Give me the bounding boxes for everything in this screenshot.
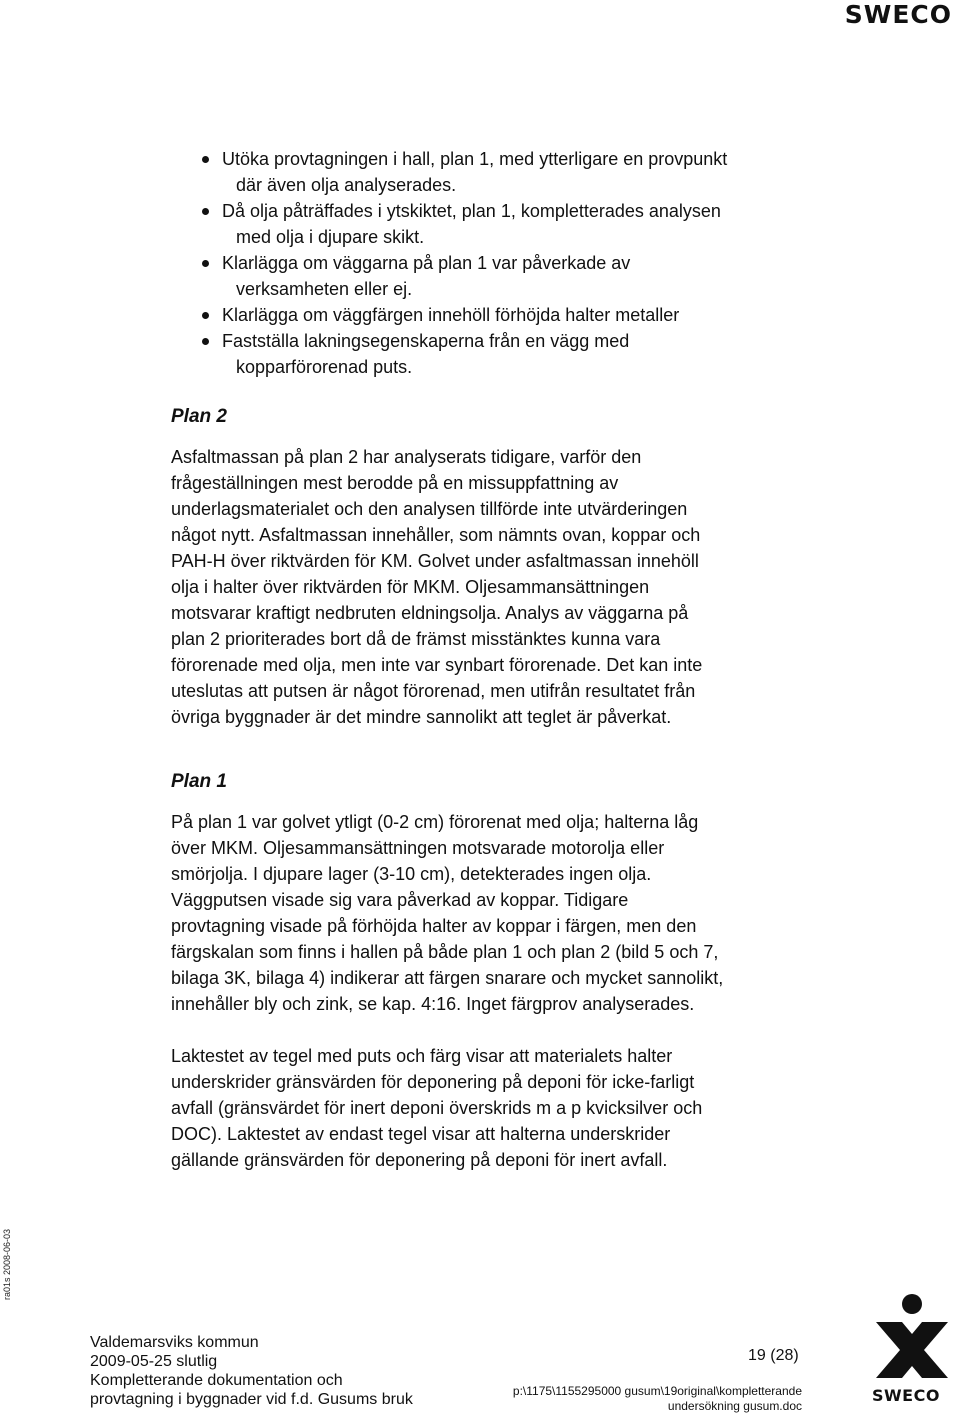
side-stamp: ra01s 2008-06-03 bbox=[2, 1228, 12, 1300]
lakning-paragraph: Laktestet av tegel med puts och färg visar att materialets halter underskrider gränsvärden för deponering på deponi för icke-farligt avfall (gränsvärdet för inert deponi överskrids m a p kvicksilver och DOC). Laktestet av endast tegel visar att halterna underskrider gällande gränsvärden för deponering på deponi för inert avfall. bbox=[171, 1046, 703, 1170]
footer-org: Valdemarsviks kommun bbox=[90, 1334, 259, 1351]
file-path: p:\1175\1155295000 gusum\19original\kompletterande undersökning gusum.doc bbox=[512, 1384, 802, 1413]
bullet-dot-icon bbox=[202, 208, 209, 215]
page-number: 19 (28) bbox=[748, 1347, 799, 1364]
plan1-paragraph: På plan 1 var golvet ytligt (0-2 cm) förorenat med olja; halterna låg över MKM. Oljesammansättningen motsvarade motorolja eller smörjolja. I djupare lager (3-10 cm), detekterades ingen olja. Väggputsen visade sig vara påverkad av koppar. Tidigare provtagning visade på förhöjda halter av koppar i färgen, men den färgskalan som finns i hallen på både plan 1 och plan 2 (bild 5 och 7, bilaga 3K, bilaga 4) indikerar att färgen snarare och mycket sannolikt, innehåller bly och zink, se kap. 4:16. Inget färgprov analyserades. bbox=[171, 812, 724, 1014]
sweco-logo-header: SWECO bbox=[844, 0, 952, 29]
bullet-list bbox=[196, 146, 916, 380]
bullet-dot-icon bbox=[202, 156, 209, 163]
list-item: Klarlägga om väggarna på plan 1 var påverkade av verksamheten eller ej. bbox=[196, 250, 916, 302]
plan2-heading: Plan 2 bbox=[171, 406, 227, 427]
footer-title-line2: provtagning i byggnader vid f.d. Gusums bruk bbox=[90, 1391, 413, 1408]
sweco-logo-footer: SWECO bbox=[872, 1386, 940, 1405]
bullet-dot-icon bbox=[202, 338, 209, 345]
footer-info bbox=[90, 1333, 413, 1409]
list-item: Utöka provtagningen i hall, plan 1, med ytterligare en provpunkt där även olja analyserades. bbox=[196, 146, 916, 198]
footer-title-line1: Kompletterande dokumentation och bbox=[90, 1372, 343, 1389]
bullet-dot-icon bbox=[202, 312, 209, 319]
bullet-dot-icon bbox=[202, 260, 209, 267]
plan1-heading: Plan 1 bbox=[171, 771, 227, 792]
footer-date: 2009-05-25 slutlig bbox=[90, 1353, 218, 1370]
plan2-paragraph: Asfaltmassan på plan 2 har analyserats tidigare, varför den frågeställningen mest berodde på en missuppfattning av underlagsmaterialet och den analysen tillförde inte utvärderingen något nytt. Asfaltmassan innehåller, som nämnts ovan, koppar och PAH-H över riktvärden för KM. Golvet under asfaltmassan innehöll olja i halter över riktvärden för MKM. Oljesammansättningen motsvarar kraftigt nedbruten eldningsolja. Analys av väggarna på plan 2 prioriterades bort då de främst misstänktes kunna vara förorenade med olja, men inte var synbart förorenade. Det kan inte uteslutas att putsen är något förorenad, men utifrån resultatet från övriga byggnader är det mindre sannolikt att teglet är påverkat. bbox=[171, 447, 703, 727]
list-item: Fastställa lakningsegenskaperna från en vägg med kopparförorenad puts. bbox=[196, 328, 916, 380]
list-item: Klarlägga om väggfärgen innehöll förhöjda halter metaller bbox=[196, 302, 916, 328]
list-item: Då olja påträffades i ytskiktet, plan 1, kompletterades analysen med olja i djupare skikt. bbox=[196, 198, 916, 250]
